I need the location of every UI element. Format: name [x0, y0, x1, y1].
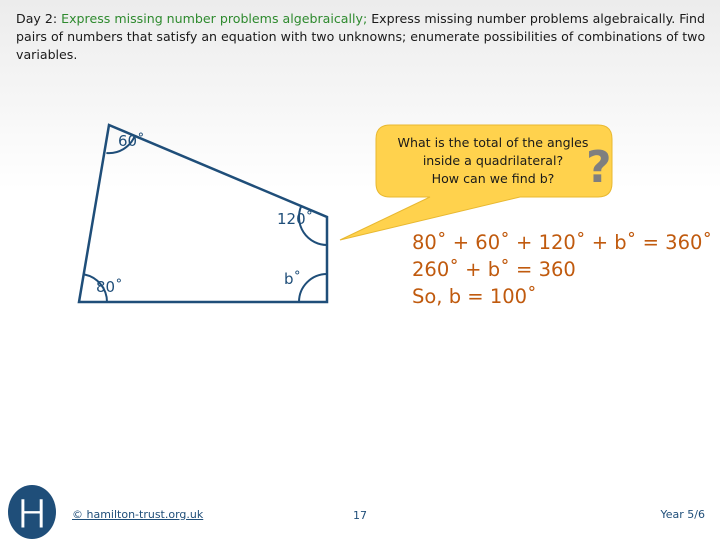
question-mark-icon: ? [586, 142, 612, 193]
page-number: 17 [353, 509, 367, 522]
lesson-objective-highlight: Express missing number problems algebraically; [61, 11, 372, 26]
logo-letter: H [16, 492, 48, 538]
copyright-text[interactable]: © hamilton-trust.org.uk [72, 508, 204, 521]
bubble-question [384, 134, 602, 188]
lesson-day: Day 2: [16, 11, 62, 26]
year-group-label: Year 5/6 [660, 508, 705, 521]
angle-label-b: b˚ [284, 270, 302, 288]
equation-line: So, b = 100˚ [412, 285, 537, 308]
hamilton-logo-icon [7, 484, 57, 540]
equation-line: 260˚ + b˚ = 360 [412, 258, 576, 281]
equation-line: 80˚ + 60˚ + 120˚ + b˚ = 360˚ [412, 231, 713, 254]
lesson-objective-rest: Express missing number problems algebraically. Find pairs of numbers that satisfy an equation with two unknowns; enumerate possibilities of combinations of two variables. [16, 11, 706, 62]
angle-arc-bottom-right [299, 274, 327, 302]
angle-label-80: 80˚ [96, 278, 123, 296]
solution-equations [412, 229, 712, 310]
bubble-line: How can we find b? [431, 171, 555, 186]
copyright-link[interactable] [72, 508, 203, 521]
angle-label-60: 60˚ [118, 132, 145, 150]
bubble-line: What is the total of the angles [397, 135, 589, 150]
bubble-line: inside a quadrilateral? [422, 153, 564, 168]
angle-label-120: 120˚ [277, 210, 314, 228]
